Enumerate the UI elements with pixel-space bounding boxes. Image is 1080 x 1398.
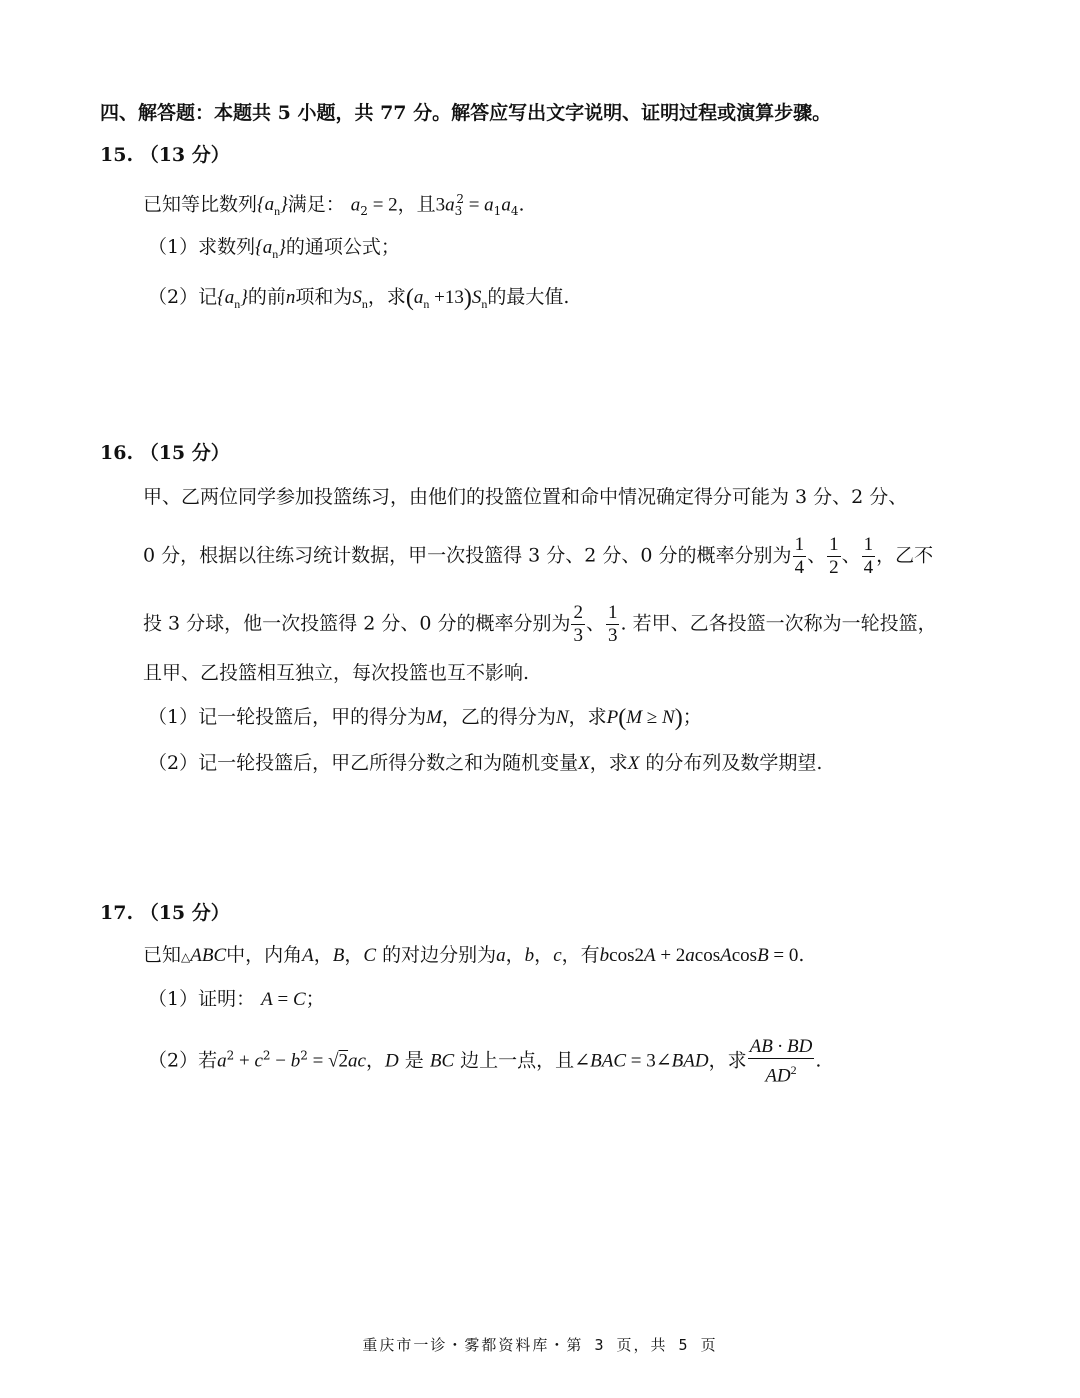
q16-line3-suffix: . 若甲、乙各投篮一次称为一轮投篮， [620, 612, 937, 635]
q16-part2-c: 的分布列及数学期望. [645, 752, 823, 774]
q15-stem-and: ，且 [397, 193, 436, 216]
fraction: $\frac{1}{2}$ [829, 534, 839, 578]
q16-line3-prefix: 投 3 分球，他一次投篮得 2 分、0 分的概率分别为 [143, 612, 571, 635]
section-title: 四、解答题：本题共 5 小题，共 77 分。解答应写出文字说明、证明过程或演算步骤。 [100, 102, 832, 124]
fraction: $\frac{1}{3}$ [607, 602, 618, 646]
q15-part2-mid: 的前 [247, 286, 286, 308]
q16-header [100, 438, 230, 468]
q15-part1-label: （1）求数列 [148, 236, 256, 258]
q16-part2-a: （2）记一轮投篮后，甲乙所得分数之和为随机变量 [148, 752, 579, 774]
q17-part2: （2）若$a^2 + c^2 - b^2 = √2ac$，D 是 BC 边上一点，且∠BAC = 3∠BAD，求 $\frac{AB \cdot BD}{AD^2}$ . [148, 1036, 822, 1087]
q15-number: 15. [100, 144, 134, 166]
q17-header [100, 898, 230, 928]
q16-part1-c: ，求 [568, 706, 607, 728]
q16-part2-b: ，求 [589, 752, 628, 774]
q15-part2-tail: 的最大值. [487, 286, 570, 308]
q17-part1-label: （1）证明： [148, 988, 256, 1010]
q17-part2-a: （2）若 [148, 1049, 218, 1072]
fraction: $\frac{2}{3}$ [573, 602, 583, 646]
q16-line4: 且甲、乙投篮相互独立，每次投篮也互不影响. [143, 662, 530, 684]
q15-part1: （1）求数列$\{a_n\}$的通项公式； [148, 236, 400, 261]
q16-number: 16. [100, 442, 134, 464]
q15-part1-tail: 的通项公式； [285, 236, 400, 258]
q17-part2-c: 边上一点，且 [460, 1049, 575, 1072]
q16-part1-b: ，乙的得分为 [441, 706, 556, 728]
q17-stem-d: ，有 [561, 944, 600, 966]
q17-part2-b: 是 [404, 1049, 424, 1072]
q15-stem-prefix: 已知等比数列 [143, 193, 258, 216]
q16-part1-d: ； [682, 706, 702, 728]
q17-part1: （1）证明： A = C； [148, 988, 325, 1010]
q15-part2-label: （2）记 [148, 286, 218, 308]
q15-part2-n: n [285, 287, 296, 308]
q16-points: （15 分） [139, 442, 230, 464]
q15-part2-ask: ，求 [367, 286, 406, 308]
q15-stem-satisfies: 满足： [287, 193, 345, 216]
q15-part2-mid2: 项和为 [295, 286, 353, 308]
q15-part2: （2）记$\{a_n\}$的前n项和为$S_n$，求$(a_n +13)S_n$的最大值. [148, 285, 570, 311]
q17-points: （15 分） [139, 902, 230, 924]
q16-line2-prefix: 0 分，根据以往练习统计数据，甲一次投篮得 3 分、2 分、0 分的概率分别为 [143, 544, 792, 567]
q16-line1: 甲、乙两位同学参加投篮练习，由他们的投篮位置和命中情况确定得分可能为 3 分、2 分、 [143, 486, 908, 508]
q17-part2-d: ，求 [708, 1049, 747, 1072]
q16-line3: 投 3 分球，他一次投篮得 2 分、0 分的概率分别为 $\frac{2}{3}$ 、 $\frac{1}{3}$ . 若甲、乙各投篮一次称为一轮投篮， [143, 602, 937, 646]
q17-stem-c: 的对边分别为 [382, 944, 497, 966]
q16-line2: 0 分，根据以往练习统计数据，甲一次投篮得 3 分、2 分、0 分的概率分别为 $\frac{1}{4}$ 、 $\frac{1}{2}$ 、 $\frac{1}{4}$ ，乙不 [143, 534, 934, 578]
q17-stem-b: 中，内角 [226, 944, 303, 966]
q16-part1-a: （1）记一轮投篮后，甲的得分为 [148, 706, 427, 728]
fraction: $\frac{1}{4}$ [794, 534, 805, 578]
q15-header [100, 140, 230, 170]
fraction: $\frac{1}{4}$ [863, 534, 874, 578]
q15-points: （13 分） [139, 144, 230, 166]
q16-line2-suffix: ，乙不 [876, 544, 934, 567]
q17-stem: 已知△ABC中，内角A，B，C 的对边分别为a，b，c，有bcos2A + 2acosAcosB = 0. [143, 944, 805, 966]
fraction: $\frac{AB \cdot BD}{AD^2}$ [749, 1036, 813, 1087]
q17-number: 17. [100, 902, 134, 924]
q16-part1: （1）记一轮投篮后，甲的得分为M，乙的得分为N，求P(M ≥ N)； [148, 705, 702, 731]
q15-stem: 已知等比数列$\{a_n\}$满足： $a_2 = 2$，且$3a_3^2 = a_1a_4$. [143, 192, 525, 219]
q16-part2: （2）记一轮投篮后，甲乙所得分数之和为随机变量X，求X 的分布列及数学期望. [148, 752, 823, 774]
q17-stem-a: 已知 [143, 944, 182, 966]
page-footer: 重庆市一诊・雾都资料库・第 3 页，共 5 页 [362, 1336, 718, 1354]
